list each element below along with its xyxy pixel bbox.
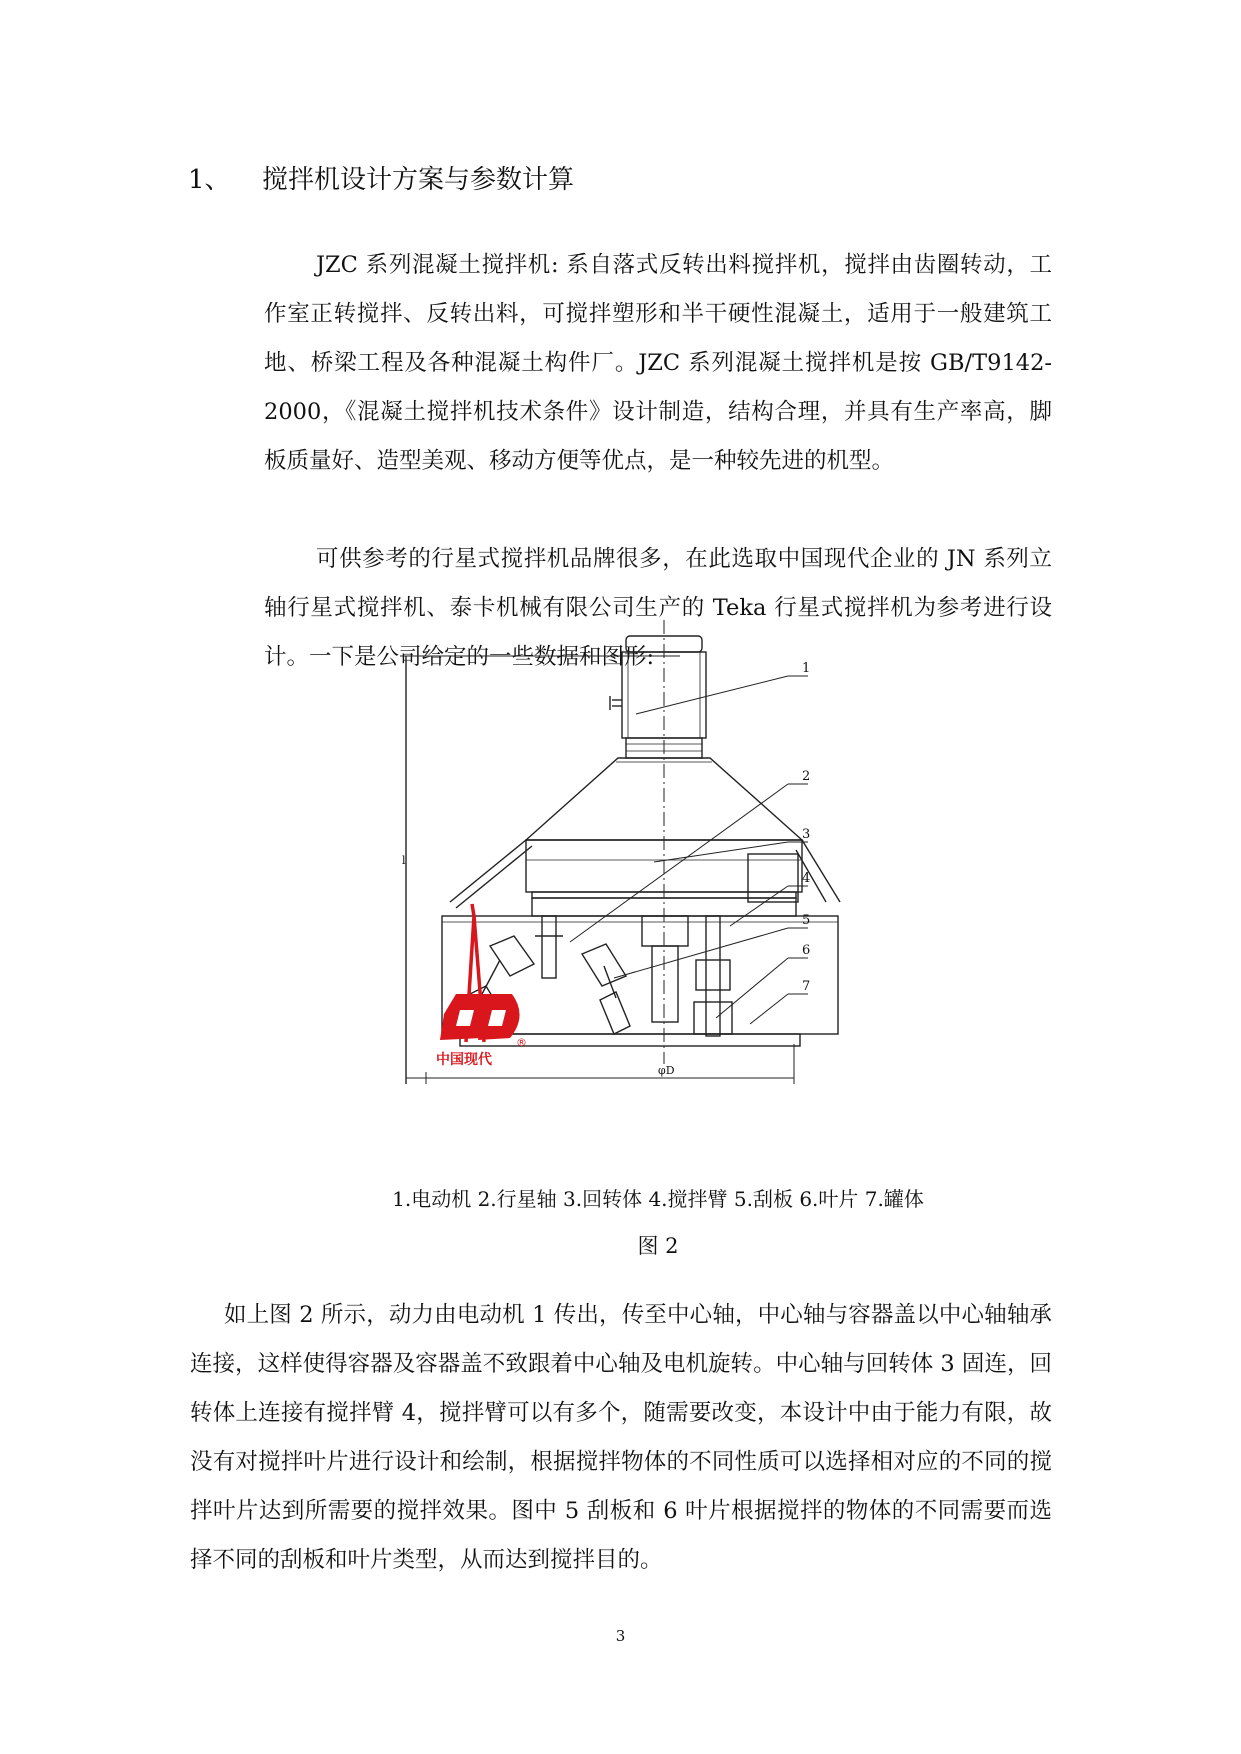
figure-caption: 1.电动机 2.行星轴 3.回转体 4.搅拌臂 5.刮板 6.叶片 7.罐体 xyxy=(392,1187,924,1211)
callout-3: 3 xyxy=(802,827,811,842)
diameter-dimension-label: φD xyxy=(658,1064,675,1077)
logo-registered-mark: ® xyxy=(516,1036,527,1049)
company-logo xyxy=(436,904,527,1068)
section-number: 1、 xyxy=(188,165,231,195)
logo-text: 中国现代 xyxy=(436,1052,492,1068)
section-title: 搅拌机设计方案与参数计算 xyxy=(262,165,575,195)
callout-2: 2 xyxy=(802,769,811,784)
callout-5: 5 xyxy=(802,913,811,928)
paragraph-jzc-intro: JZC 系列混凝土搅拌机: 系自落式反转出料搅拌机，搅拌由齿圈转动，工作室正转搅拌、反转出料，可搅拌塑形和半干硬性混凝土，适用于一般建筑工地、桥梁工程及各种混凝土构件厂。JZC 系列混凝土搅拌机是按 GB/T9142-2000，《混凝土搅拌机技术条件》设计制造，结构合理，并具有生产率高，脚板质量好、造型美观、移动方便等优点，是一种较先进的机型。 xyxy=(264,251,1052,474)
figure-number: 图 2 xyxy=(637,1234,679,1258)
mixer-figure xyxy=(402,661,910,1164)
callout-1: 1 xyxy=(802,661,811,676)
paragraph-reference-brands: 可供参考的行星式搅拌机品牌很多，在此选取中国现代企业的 JN 系列立轴行星式搅拌机、泰卡机械有限公司生产的 Teka 行星式搅拌机为参考进行设计。一下是公司给定的一些数据和图形: xyxy=(264,545,1052,670)
height-dimension-label: l xyxy=(402,854,406,867)
callout-4: 4 xyxy=(802,871,811,886)
page-number: 3 xyxy=(615,1627,626,1645)
section-heading xyxy=(188,160,574,200)
paragraph-figure-explanation: 如上图 2 所示，动力由电动机 1 传出，传至中心轴，中心轴与容器盖以中心轴轴承连接，这样使得容器及容器盖不致跟着中心轴及电机旋转。中心轴与回转体 3 固连，回转体上连接有搅拌臂 4，搅拌臂可以有多个，随需要改变，本设计中由于能力有限，故没有对搅拌叶片进行设计和绘制，根据搅拌物体的不同性质可以选择相对应的不同的搅拌叶片达到所需要的搅拌效果。图中 5 刮板和 6 叶片根据搅拌的物体的不同需要而选择不同的刮板和叶片类型，从而达到搅拌目的。 xyxy=(190,1301,1052,1573)
callout-7: 7 xyxy=(802,979,811,994)
callout-6: 6 xyxy=(802,943,811,958)
